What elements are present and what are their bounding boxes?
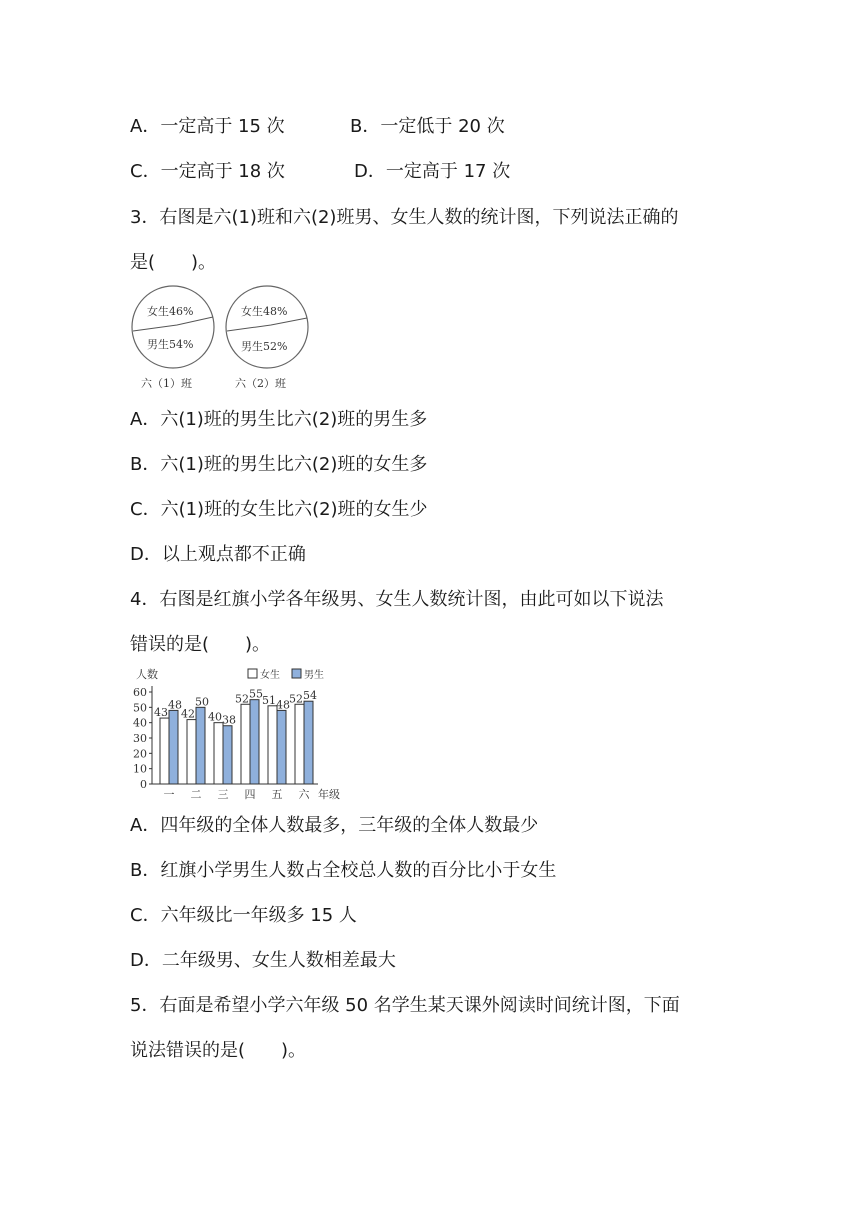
q3-pie-charts [125,285,335,395]
bar-value-label: 48 [168,698,182,712]
bar-value-label: 38 [222,713,236,727]
bar-female [160,718,169,784]
bar-value-label: 43 [154,706,168,720]
legend-swatch-male [292,669,301,678]
x-axis-label: 年级 [318,788,340,801]
bar-male [223,726,232,784]
pie-slice-label: 男生52% [241,340,288,353]
bar-male [196,707,205,784]
pie-slice-label: 女生46% [147,305,194,318]
y-tick-label: 0 [140,778,147,791]
bar-female [295,704,304,784]
legend [248,668,324,681]
legend-label-female: 女生 [260,670,280,681]
legend-swatch-female [248,669,257,678]
x-tick-label: 六 [298,788,310,801]
y-tick-label: 60 [133,686,147,699]
x-tick-label: 四 [244,788,256,801]
q4-option-a[interactable]: A．四年级的全体人数最多，三年级的全体人数最少 [130,815,539,836]
y-tick-label: 20 [133,747,147,761]
y-tick-label: 40 [133,716,147,730]
q4-stem-line1: 4．右图是红旗小学各年级男、女生人数统计图，由此可如以下说法 [130,589,664,610]
bar-female [241,704,250,784]
q2-option-c[interactable]: C．一定高于 18 次 [130,161,285,182]
q3-option-d[interactable]: D．以上观点都不正确 [130,544,306,565]
q3-option-b[interactable]: B．六(1)班的男生比六(2)班的女生多 [130,454,428,475]
pie-slice-label: 女生48% [241,305,288,318]
bar-value-label: 52 [235,692,249,706]
q4-option-d[interactable]: D．二年级男、女生人数相差最大 [130,950,396,971]
q4-option-c[interactable]: C．六年级比一年级多 15 人 [130,905,357,926]
q4-bar-chart [122,664,354,802]
bar-male [169,710,178,784]
q3-option-c[interactable]: C．六(1)班的女生比六(2)班的女生少 [130,499,428,520]
bar-value-label: 42 [181,707,195,721]
q2-option-a[interactable]: A．一定高于 15 次 [130,116,285,137]
bar-female [187,720,196,784]
pie-slice-label: 男生54% [147,338,194,351]
bar-value-label: 51 [262,693,276,707]
bar-female [268,706,277,784]
y-tick-label: 30 [133,732,147,745]
pie-chart-class-1 [132,286,214,390]
q3-stem-line1: 3．右图是六(1)班和六(2)班男、女生人数的统计图，下列说法正确的 [130,207,679,228]
y-tick-label: 50 [133,701,147,715]
bar-value-label: 50 [195,695,209,709]
q2-option-d[interactable]: D．一定高于 17 次 [354,161,511,182]
bar-value-label: 55 [249,687,263,701]
pie-chart-class-2 [226,286,308,390]
y-axis-label: 人数 [136,668,158,681]
bar-female [214,723,223,784]
bar-value-label: 40 [208,710,222,724]
bar-male [250,700,259,784]
q2-option-b[interactable]: B．一定低于 20 次 [350,116,505,137]
q5-stem-line2: 说法错误的是( )。 [130,1040,307,1061]
legend-label-male: 男生 [304,670,324,681]
bar-male [304,701,313,784]
q3-stem-line2: 是( )。 [130,252,217,273]
x-tick-label: 一 [163,788,175,801]
pie-caption: 六（1）班 [141,377,192,390]
q5-stem-line1: 5．右面是希望小学六年级 50 名学生某天课外阅读时间统计图，下面 [130,995,680,1016]
bar-value-label: 52 [289,692,303,706]
bar-value-label: 54 [303,689,317,703]
q4-option-b[interactable]: B．红旗小学男生人数占全校总人数的百分比小于女生 [130,860,557,881]
x-tick-label: 二 [190,788,202,801]
x-tick-label: 五 [271,788,283,801]
q4-stem-line2: 错误的是( )。 [130,634,271,655]
x-tick-label: 三 [217,788,229,801]
bar-value-label: 48 [276,698,290,712]
pie-caption: 六（2）班 [235,377,286,390]
q3-option-a[interactable]: A．六(1)班的男生比六(2)班的男生多 [130,409,428,430]
bar-male [277,710,286,784]
y-tick-label: 10 [133,762,147,776]
